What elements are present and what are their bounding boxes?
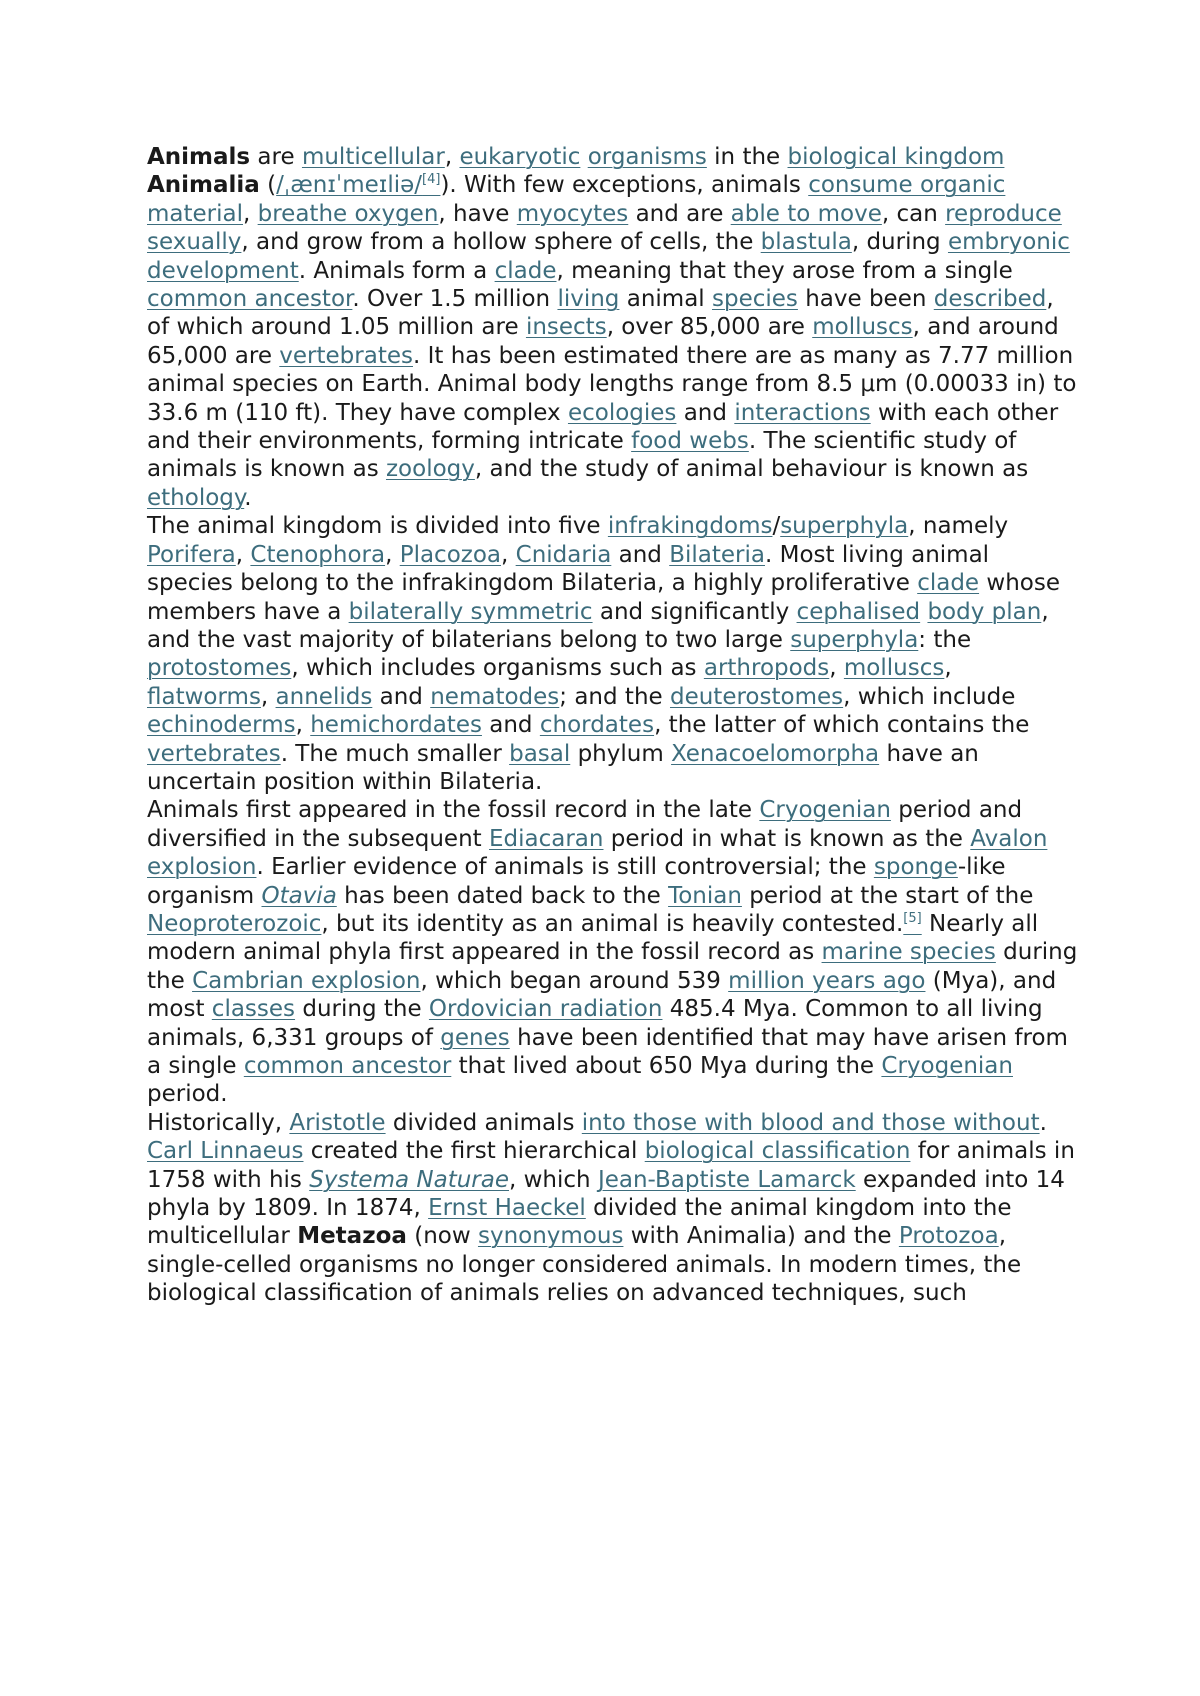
text-run: ; and the xyxy=(559,683,670,710)
article-link[interactable]: Placozoa xyxy=(399,541,502,568)
text-run: that lived about 650 Mya during the xyxy=(451,1053,882,1079)
article-link[interactable]: genes xyxy=(440,1024,510,1051)
text-run: . Most living animal species belong to the infrakingdom Bilateria, a highly proliferative xyxy=(147,541,990,597)
bold-term: Animals xyxy=(147,144,251,170)
article-link[interactable]: multicellular xyxy=(301,144,445,170)
article-link[interactable]: Tonian xyxy=(668,882,742,909)
paragraph-fossil-record xyxy=(147,796,1079,1108)
bold-term: Animalia xyxy=(147,172,260,199)
text-run: , over 85,000 are xyxy=(606,314,813,341)
article-link[interactable]: vertebrates xyxy=(279,342,413,369)
paragraph-history xyxy=(147,1109,1079,1308)
text-run: , which xyxy=(509,1166,598,1193)
article-link[interactable]: myocytes xyxy=(516,200,629,227)
article-link[interactable]: common ancestor xyxy=(243,1053,452,1079)
text-run: , xyxy=(444,144,460,170)
article-link[interactable]: Cnidaria xyxy=(515,541,612,568)
text-run: expanded into 14 phyla by 1809. In 1874, xyxy=(147,1166,1065,1222)
article-link[interactable]: Avalon explosion xyxy=(147,825,1048,881)
article-link[interactable]: Ediacaran xyxy=(489,825,604,852)
article-link[interactable]: flatworms xyxy=(147,683,261,710)
text-run: period in what is known as the xyxy=(603,825,971,852)
text-run: . Earlier evidence of animals is still controversial; the xyxy=(256,854,874,881)
article-link[interactable]: superphyla xyxy=(780,513,909,540)
text-run: divided animals xyxy=(385,1109,582,1136)
article-link[interactable]: annelids xyxy=(275,683,373,710)
text-run: , and the study of animal behaviour is known as xyxy=(474,456,1029,483)
text-run: during the xyxy=(147,939,1078,994)
article-link[interactable]: consume organic material xyxy=(147,172,1006,227)
article-link[interactable]: vertebrates xyxy=(147,740,281,767)
text-run: , namely xyxy=(908,513,1009,540)
article-link[interactable]: common ancestor xyxy=(147,286,353,313)
text-run: : the xyxy=(918,626,972,653)
text-run: . xyxy=(244,484,252,511)
article-link[interactable]: Carl Linnaeus xyxy=(147,1138,304,1165)
article-link[interactable]: molluscs xyxy=(812,314,913,341)
text-run: with each other and their environments, forming intricate xyxy=(147,399,1059,455)
text-run: , xyxy=(295,712,311,739)
article-link[interactable]: Xenacoelomorpha xyxy=(671,740,880,767)
text-run: . The scientific study of animals is known as xyxy=(147,428,1017,483)
article-link[interactable]: described xyxy=(933,286,1047,313)
text-run: . It has been estimated there are as many as 7.77 million animal species on Earth. Animal body lengths range from 8.5 μm (0.00033 in) to 33.6 m (110 ft). They have complex xyxy=(147,342,1077,426)
article-link[interactable]: echinoderms xyxy=(147,712,296,739)
citation-label: [5] xyxy=(903,910,922,926)
text-run: , xyxy=(385,541,400,568)
text-run: Animals first appeared in the fossil record in the late xyxy=(147,797,760,824)
text-run: , of which around 1.05 million are xyxy=(147,286,1054,341)
article-link[interactable]: bilaterally symmetric xyxy=(348,598,593,625)
citation-link[interactable] xyxy=(422,172,440,198)
text-run: Nearly all modern animal phyla first appeared in the fossil record as xyxy=(147,910,1039,966)
article-link[interactable]: million years ago xyxy=(728,967,926,994)
article-link[interactable]: food webs xyxy=(631,428,749,455)
italic-title: Otavia xyxy=(261,882,337,909)
article-link[interactable]: Ordovician radiation xyxy=(428,996,663,1023)
article-link[interactable]: body plan xyxy=(927,598,1042,625)
text-run: has been dated back to the xyxy=(336,882,669,909)
article-link[interactable]: cephalised xyxy=(796,598,921,625)
article-link[interactable] xyxy=(261,883,336,909)
article-link[interactable]: zoology xyxy=(385,456,475,483)
article-link[interactable]: blastula xyxy=(760,229,852,256)
article-link[interactable]: embryonic development xyxy=(147,229,1070,284)
article-link[interactable]: clade xyxy=(917,570,980,597)
article-link[interactable]: deuterostomes xyxy=(669,683,844,710)
article-link[interactable]: protostomes xyxy=(147,655,292,682)
article-link[interactable]: Protozoa xyxy=(898,1223,999,1250)
article-link[interactable]: reproduce sexually xyxy=(147,200,1062,256)
article-link[interactable]: Porifera xyxy=(147,541,236,568)
article-link[interactable]: basal xyxy=(509,740,571,767)
article-link[interactable]: superphyla xyxy=(790,626,919,653)
article-link[interactable]: insects xyxy=(525,314,607,341)
text-run: , meaning that they arose from a single xyxy=(556,257,1013,284)
text-run: have an uncertain position within Bilateria. xyxy=(147,740,979,795)
article-link[interactable]: marine species xyxy=(821,939,996,966)
article-link[interactable]: nematodes xyxy=(430,683,560,710)
article-link[interactable]: biological classification xyxy=(644,1138,911,1165)
article-link[interactable]: synonymous xyxy=(477,1223,624,1250)
text-run: (now xyxy=(406,1223,478,1250)
article-link[interactable]: Ctenophora xyxy=(250,541,386,568)
article-link[interactable]: living xyxy=(557,286,620,313)
text-run: , but its identity as an animal is heavily contested. xyxy=(321,910,904,937)
article-link[interactable] xyxy=(309,1167,509,1193)
text-run: . Animals form a xyxy=(298,257,495,284)
article-link[interactable]: ethology xyxy=(147,484,245,511)
article-link[interactable]: infrakingdoms xyxy=(607,513,773,540)
text-run: Historically, xyxy=(147,1109,290,1136)
article-link[interactable]: Aristotle xyxy=(289,1109,386,1136)
text-run: , xyxy=(235,541,251,568)
text-run: , which includes organisms such as xyxy=(291,655,704,682)
text-run: , can xyxy=(881,200,946,227)
text-run: , during xyxy=(851,229,948,256)
text-run: , and around 65,000 are xyxy=(147,314,1059,369)
paragraph-classification xyxy=(147,512,1079,796)
text-run: , the latter of which contains the xyxy=(654,712,1030,739)
paragraph-intro xyxy=(147,143,1079,512)
text-run: period at the start of the xyxy=(741,882,1034,909)
text-run: , single-celled organisms no longer considered animals. In modern times, the biological classification of animals relies on advanced techniques, such xyxy=(147,1223,1022,1307)
text-run: (Mya), and most xyxy=(147,967,1057,1023)
text-run: The animal kingdom is divided into five xyxy=(147,513,608,540)
article-link[interactable]: chordates xyxy=(539,712,655,739)
text-run: ). With few exceptions, animals xyxy=(440,172,809,199)
text-run: , xyxy=(829,655,844,682)
text-run: , have xyxy=(438,200,517,227)
article-link[interactable]: molluscs xyxy=(843,655,945,682)
bold-term: Metazoa xyxy=(297,1223,407,1250)
text-run: and xyxy=(372,683,431,710)
italic-title: Systema Naturae xyxy=(309,1166,509,1193)
text-run: . xyxy=(1039,1109,1047,1136)
text-run: divided the animal kingdom into the multicellular xyxy=(147,1195,1012,1250)
text-run: and significantly xyxy=(592,598,797,625)
text-run: , which began around 539 xyxy=(420,967,729,994)
text-run: . The much smaller xyxy=(280,740,510,767)
article-link[interactable]: eukaryotic xyxy=(459,144,581,170)
text-run: period and diversified in the subsequent xyxy=(147,797,1023,852)
article-link[interactable]: Cryogenian xyxy=(881,1053,1013,1079)
text-run: animal xyxy=(619,286,712,313)
article-link[interactable]: Ernst Haeckel xyxy=(428,1195,586,1222)
text-run: phylum xyxy=(570,740,672,767)
article-link[interactable]: arthropods xyxy=(703,655,830,682)
article-link[interactable]: clade xyxy=(494,257,557,284)
text-run: , and the vast majority of bilaterians belong to two large xyxy=(147,598,1049,653)
text-run: and are xyxy=(628,200,731,227)
text-run: 485.4 Mya. Common to all living animals, 6,331 groups of xyxy=(147,996,1043,1051)
text-run: , xyxy=(243,200,258,227)
text-run: , and grow from a hollow sphere of cells, the xyxy=(241,229,761,256)
article-link[interactable]: ecologies xyxy=(567,399,677,426)
article-link[interactable]: hemichordates xyxy=(310,712,482,739)
citation-label: [4] xyxy=(422,172,441,188)
article-link[interactable]: /ˌænɪˈmeɪliə/ xyxy=(276,172,423,199)
text-run: created the first hierarchical xyxy=(303,1138,645,1165)
text-run: and xyxy=(481,712,540,739)
text-run: have been identified that may have arisen from a single xyxy=(147,1024,1068,1079)
text-run: have been xyxy=(797,286,934,313)
text-run: . Over 1.5 million xyxy=(352,286,558,313)
article-link[interactable]: Bilateria xyxy=(669,541,765,568)
article-link[interactable]: Neoproterozoic xyxy=(147,910,322,937)
text-run: ( xyxy=(259,172,277,199)
article-link[interactable]: species xyxy=(712,286,798,313)
text-run: in the xyxy=(706,144,788,170)
text-run: for animals in 1758 with his xyxy=(147,1138,1075,1193)
article-link[interactable]: Jean-Baptiste Lamarck xyxy=(597,1166,856,1193)
text-run xyxy=(580,144,587,170)
text-run: and xyxy=(676,399,735,426)
text-run: whose members have a xyxy=(147,570,1060,625)
citation-link[interactable] xyxy=(903,911,921,937)
article-link[interactable]: sponge xyxy=(873,854,958,881)
article-link[interactable]: into those with blood and those without xyxy=(581,1109,1040,1136)
article-link[interactable]: Cambrian explosion xyxy=(192,967,421,994)
text-run: , which include xyxy=(843,683,1016,710)
text-run: , xyxy=(501,541,516,568)
text-run: period. xyxy=(147,1081,228,1108)
document-page xyxy=(147,143,1079,1308)
article-link[interactable]: classes xyxy=(211,996,296,1023)
text-run: , xyxy=(260,683,276,710)
article-link[interactable]: interactions xyxy=(734,399,871,426)
article-link[interactable]: able to move xyxy=(730,200,882,227)
text-run: with Animalia) and the xyxy=(623,1223,899,1250)
article-link[interactable]: breathe oxygen xyxy=(257,200,439,227)
text-run: / xyxy=(772,513,781,540)
article-link[interactable]: biological kingdom xyxy=(787,144,1005,170)
article-link[interactable]: Cryogenian xyxy=(759,797,891,824)
text-run: and xyxy=(611,541,670,568)
article-link[interactable]: organisms xyxy=(587,144,707,170)
text-run: , xyxy=(944,655,952,682)
text-run: are xyxy=(250,144,302,170)
text-run: -like organism xyxy=(147,854,1006,909)
text-run: during the xyxy=(295,996,429,1023)
